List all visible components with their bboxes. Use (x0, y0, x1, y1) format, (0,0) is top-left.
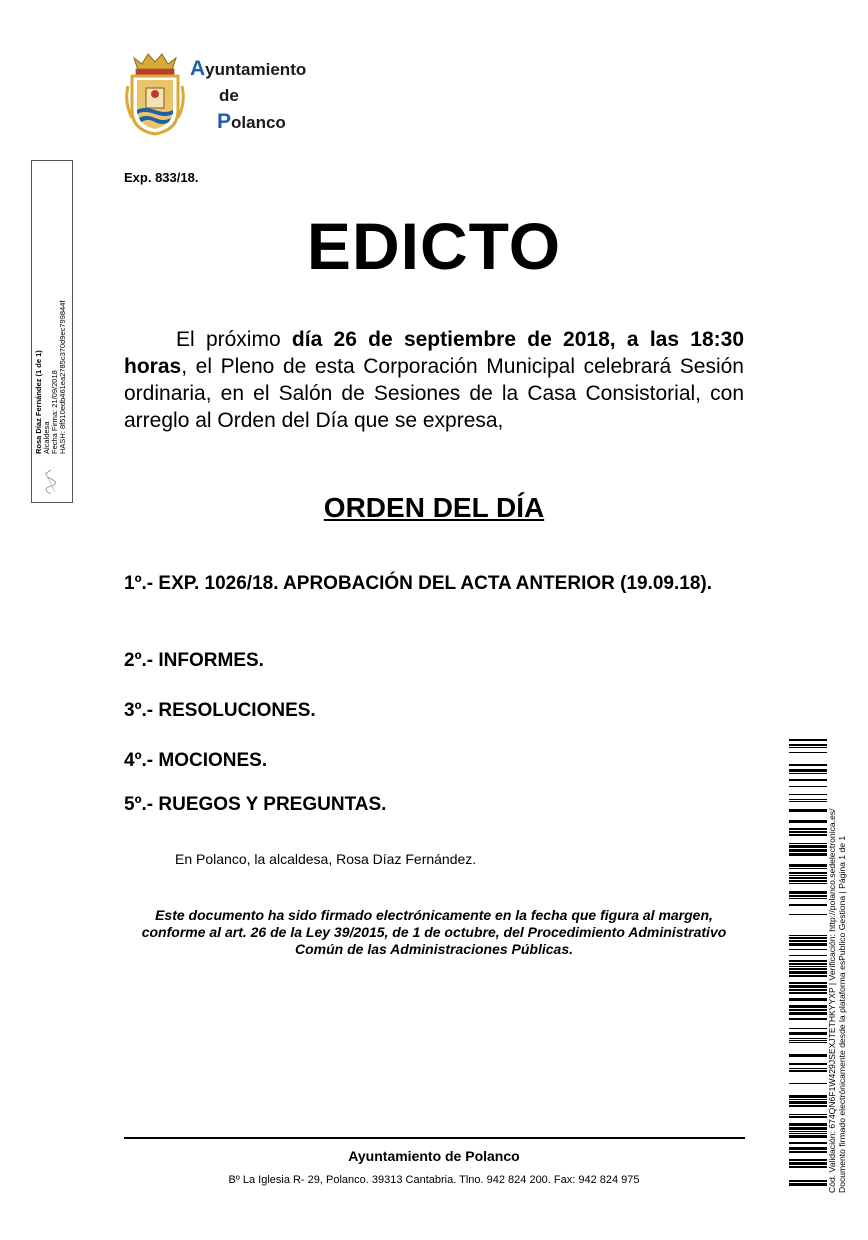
intro-text-start: El próximo (176, 328, 292, 351)
intro-date-time: día 26 de septiembre de 2018, a las 18:30 horas (124, 328, 745, 378)
stamp-hash: HASH: 8f510edb461ea2785c370d9ec799844f (58, 300, 67, 454)
agenda-item: 4º.- MOCIONES. (124, 750, 268, 771)
verification-code: Cód. Validación: 674QN6F1W429JSEXJTETHKYYXP | Verificación: http://polanco.sedelectronica.es/ (827, 808, 837, 1193)
footer-divider (124, 1137, 745, 1139)
logo-initial-a: A (190, 57, 206, 80)
logo-initial-p: P (217, 110, 232, 133)
coat-of-arms-icon (124, 52, 186, 136)
expediente-number: Exp. 833/18. (124, 170, 199, 185)
agenda-item: 2º.- INFORMES. (124, 650, 264, 671)
municipal-logo (124, 52, 324, 136)
footer-organization: Ayuntamiento de Polanco (348, 1148, 520, 1164)
agenda-item: 5º.- RUEGOS Y PREGUNTAS. (124, 794, 387, 815)
logo-wordmark (190, 56, 320, 136)
logo-text-polanco: olanco (231, 113, 286, 132)
intro-text-end: , el Pleno de esta Corporación Municipal celebrará Sesión ordinaria, en el Salón de Sesiones de la Casa Consistorial, con arreglo al Orden del Día que se expresa, (124, 355, 744, 432)
signature-line: En Polanco, la alcaldesa, Rosa Díaz Fernández. (175, 851, 477, 867)
barcode-icon (789, 739, 827, 1193)
stamp-signer: Rosa Díaz Fernández (1 de 1) (34, 350, 43, 454)
agenda-item: 1º.- EXP. 1026/18. APROBACIÓN DEL ACTA ANTERIOR (19.09.18). (124, 573, 713, 594)
footer-address: Bº La Iglesia R- 29, Polanco. 39313 Cantabria. Tlno. 942 824 200. Fax: 942 824 975 (228, 1174, 640, 1186)
document-title: EDICTO (306, 209, 562, 283)
verification-block (827, 739, 851, 1193)
agenda-title: ORDEN DEL DÍA (323, 492, 545, 523)
stamp-date: Fecha Firma: 21/09/2018 (50, 370, 59, 454)
legal-notice: Este documento ha sido firmado electrónicamente en la fecha que figura al margen, conforme al art. 26 de la Ley 39/2015, de 1 de octubre, del Procedimiento Administrativo Común de las Administraciones Públicas. (141, 907, 727, 957)
logo-text-ayuntamiento: yuntamiento (205, 60, 307, 79)
agenda-item: 3º.- RESOLUCIONES. (124, 700, 316, 721)
intro-paragraph (124, 326, 744, 434)
verification-platform: Documento firmado electrónicamente desde la plataforma esPublico Gestiona | Página 1 de 1 (837, 835, 847, 1193)
stamp-role: Alcaldesa (42, 421, 51, 454)
logo-text-de: de (219, 86, 239, 105)
